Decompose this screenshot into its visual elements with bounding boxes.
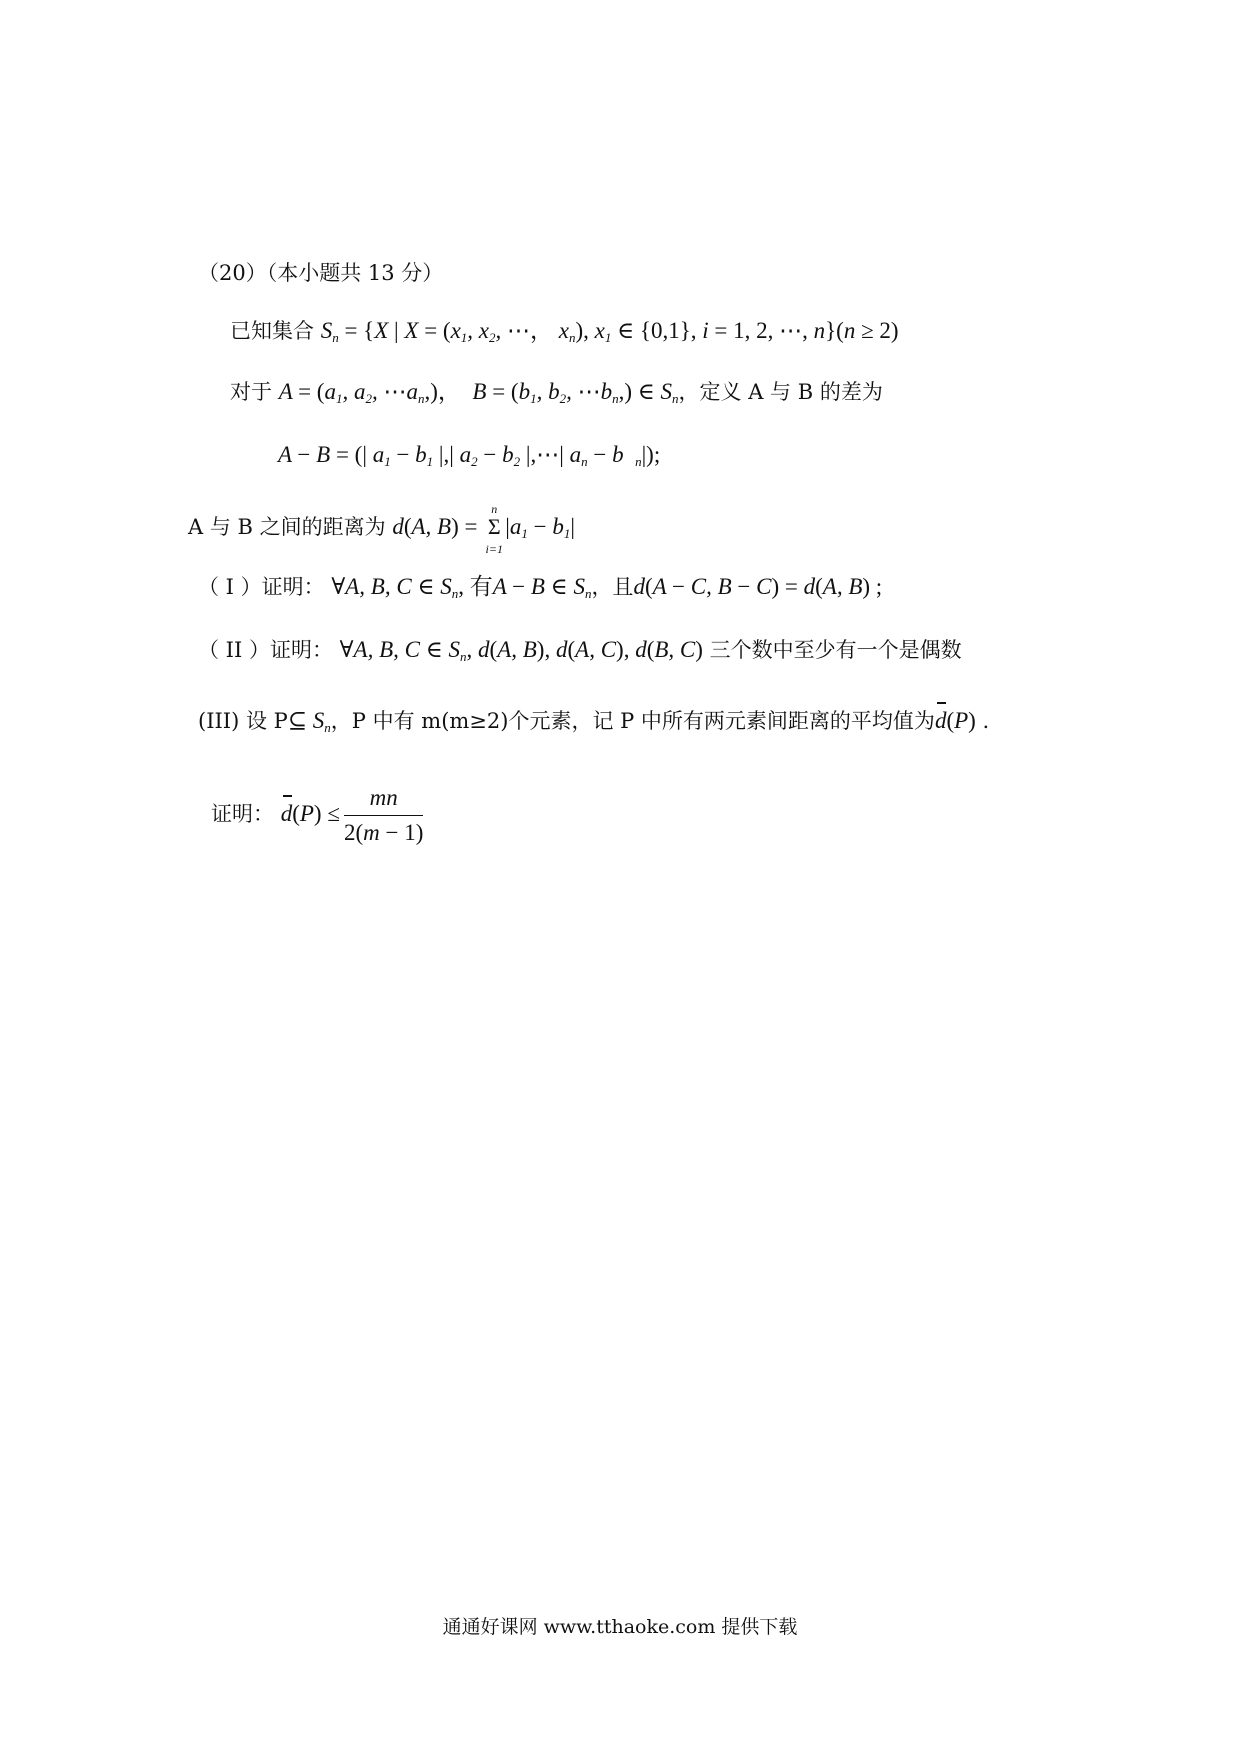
set-definition: 已知集合 $S_n = \{X$ | $X = (x_1$, $x_2$, ⋯， $x_n$), $x_1$ ∈ {0,1}, i = 1, 2, ⋯, n}(n ≥ 2): [230, 318, 899, 345]
difference-definition: 对于 $A = (a_1$, $a_2$, $\cdots a_n$,)， $B = (b_1$, $b_2$, $\cdots b_n$,) ∈ $S_n$，定义 A 与 B 的差为: [230, 379, 883, 406]
set-formula: $S_n = \{X$ | $X = (x_1$, $x_2$, ⋯， $x_n$), $x_1$ ∈ {0,1}, i = 1, 2, ⋯, n}(n ≥ 2): [320, 318, 899, 345]
part-1: （ I ）证明： ∀A, B, C ∈ $S_n$, 有A − B ∈ $S_n$，且d(A − C, B − C) = d(A, B) ;: [198, 574, 883, 601]
part-2-formula: ∀A, B, C ∈ $S_n$, d(A, B), d(A, C), d(B, C): [339, 637, 703, 664]
distance-definition: A 与 B 之间的距离为 d(A, B) = n Σ i=1 $|a_1 - b_1|$: [188, 502, 575, 556]
inequality-left: d(P) ≤: [281, 801, 340, 826]
distance-formula: d(A, B) = n Σ i=1 $|a_1 - b_1|$: [392, 502, 575, 556]
part-2: （ II ）证明： ∀A, B, C ∈ $S_n$, d(A, B), d(A, C), d(B, C) 三个数中至少有一个是偶数: [198, 637, 962, 664]
part-3: (III) 设 P⊆ $S_n$，P 中有 m(m≥2)个元素，记 P 中所有两元素间距离的平均值为d(P) .: [198, 708, 990, 735]
part-1-formula: ∀A, B, C ∈ $S_n$, 有A − B ∈ $S_n$: [331, 574, 592, 601]
problem-header: （20）（本小题共 13 分）: [198, 261, 444, 285]
inequality-fraction: $\frac{mn}{2(m - 1)}$: [343, 785, 424, 845]
part-3-subset: ⊆ $S_n$: [287, 708, 331, 735]
part-1-formula-2: d(A − C, B − C) = d(A, B) ;: [633, 574, 883, 599]
footer-source: 通通好课网 www.tthaoke.com 提供下载: [442, 1616, 798, 1638]
ab-formula: $A = (a_1$, $a_2$, $\cdots a_n$,)， $B = (b_1$, $b_2$, $\cdots b_n$,) ∈ $S_n$: [278, 379, 679, 406]
difference-formula: A − B = (| $a_1 - b_1$ |,| $a_2 - b_2$ |,⋯| $a_n - b$ $_n$|);: [278, 442, 661, 469]
part-3-proof: 证明： d(P) ≤ $\frac{mn}{2(m - 1)}$: [211, 783, 423, 848]
part-3-average: d(P): [935, 708, 976, 733]
